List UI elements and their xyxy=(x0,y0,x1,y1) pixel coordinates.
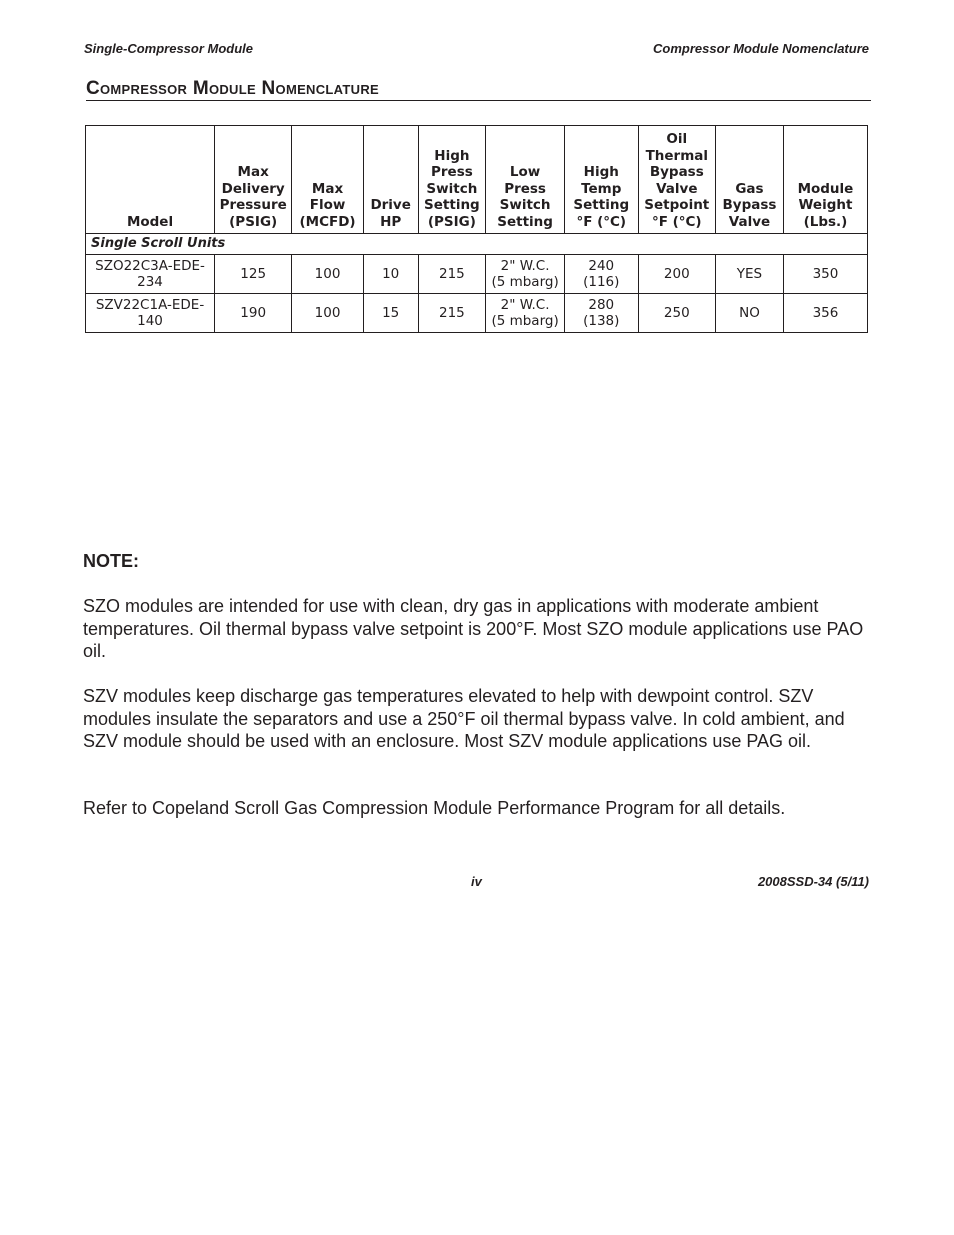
cell-line: (5 mbarg) xyxy=(491,274,559,290)
table-header-row xyxy=(86,126,868,234)
table-cell: 350 xyxy=(783,255,867,294)
cell-line: 240 xyxy=(588,257,615,274)
table-cell: 100 xyxy=(292,294,363,333)
nomenclature-table xyxy=(85,125,868,333)
table-cell: NO xyxy=(716,294,784,333)
cell-line: 280 xyxy=(588,296,615,313)
page-number: iv xyxy=(471,874,482,889)
running-header-right: Compressor Module Nomenclature xyxy=(653,41,869,56)
column-header-line: Max xyxy=(237,164,269,180)
table-cell: 215 xyxy=(418,294,486,333)
table-cell xyxy=(564,294,638,333)
cell-line: (116) xyxy=(583,274,620,290)
column-header-line: °F (°C) xyxy=(651,213,702,230)
table-cell xyxy=(486,255,565,294)
column-header-line: High xyxy=(434,147,470,164)
column-header-line: Setting xyxy=(497,213,553,230)
table-cell xyxy=(564,255,638,294)
column-header-line: (Lbs.) xyxy=(803,213,848,230)
column-header-line: °F (°C) xyxy=(576,213,627,230)
column-header xyxy=(418,126,486,234)
column-header-line: (MCFD) xyxy=(299,213,356,230)
column-header-line: Setting xyxy=(573,197,630,213)
column-header xyxy=(783,126,867,234)
column-header-line: Pressure xyxy=(219,197,287,213)
table-row xyxy=(86,255,868,294)
group-row xyxy=(86,234,868,255)
table-cell: 215 xyxy=(418,255,486,294)
table-cell: 15 xyxy=(363,294,418,333)
table-cell: 125 xyxy=(215,255,292,294)
column-header-line: Drive xyxy=(370,197,411,213)
model-cell: SZO22C3A-EDE-234 xyxy=(86,255,215,294)
table-cell: 356 xyxy=(783,294,867,333)
column-header-line: Press xyxy=(504,180,546,197)
cell-line: (138) xyxy=(583,313,620,329)
column-header xyxy=(564,126,638,234)
column-header-line: HP xyxy=(380,213,402,230)
column-header-line: Valve xyxy=(656,180,698,197)
group-label: Single Scroll Units xyxy=(86,234,868,255)
cell-line: (5 mbarg) xyxy=(491,313,559,329)
table-body xyxy=(86,234,868,333)
column-header-line: Bypass xyxy=(722,197,777,213)
running-header-left: Single-Compressor Module xyxy=(84,41,254,56)
document-id: 2008SSD-34 (5/11) xyxy=(757,874,869,889)
column-header-line: Model xyxy=(126,213,174,230)
column-header-line: Weight xyxy=(798,197,853,213)
cell-line: 2" W.C. xyxy=(500,257,550,274)
column-header-line: Oil xyxy=(666,131,688,147)
column-header-line: (PSIG) xyxy=(229,213,278,230)
column-header-line: Press xyxy=(430,164,473,180)
column-header-line: Valve xyxy=(728,213,771,230)
column-header-line: Module xyxy=(797,180,854,197)
column-header-line: (PSIG) xyxy=(427,213,476,230)
column-header-line: Max xyxy=(311,180,344,197)
table-cell: 100 xyxy=(292,255,363,294)
column-header xyxy=(363,126,418,234)
column-header-line: Temp xyxy=(581,180,622,197)
cell-line: 2" W.C. xyxy=(500,296,550,313)
table-cell: YES xyxy=(716,255,784,294)
table-cell: 190 xyxy=(215,294,292,333)
column-header-line: Bypass xyxy=(649,164,704,180)
column-header-line: Switch xyxy=(426,180,478,197)
column-header-line: Gas xyxy=(735,180,764,197)
table-cell xyxy=(486,294,565,333)
column-header-line: Low xyxy=(509,164,541,180)
column-header xyxy=(292,126,363,234)
table-cell: 200 xyxy=(638,255,715,294)
column-header-line: Setting xyxy=(424,197,480,213)
column-header xyxy=(86,126,215,234)
note-paragraph-3: Refer to Copeland Scroll Gas Compression Module Performance Program for all details. xyxy=(83,798,786,818)
table-row xyxy=(86,294,868,333)
column-header-line: Flow xyxy=(309,197,346,213)
note-heading: NOTE: xyxy=(83,551,139,571)
column-header-line: Thermal xyxy=(645,147,708,164)
table-cell: 250 xyxy=(638,294,715,333)
section-title: Compressor Module Nomenclature xyxy=(86,78,871,101)
column-header-line: Switch xyxy=(499,197,551,213)
column-header-line: Delivery xyxy=(221,180,285,197)
note-paragraph-1: SZO modules are intended for use with clean, dry gas in applications with moderate ambient temperatures. Oil thermal bypass valve setpoint is 200°F. Most SZO module applications use PAO oil. xyxy=(83,596,864,661)
column-header xyxy=(215,126,292,234)
column-header xyxy=(638,126,715,234)
column-header-line: Setpoint xyxy=(644,197,710,213)
table-cell: 10 xyxy=(363,255,418,294)
column-header xyxy=(716,126,784,234)
note-paragraph-2: SZV modules keep discharge gas temperatures elevated to help with dewpoint control. SZV modules insulate the separators and use a 250°F oil thermal bypass valve. In cold ambient, and SZV module should be used with an enclosure. Most SZV module applications use PAG oil. xyxy=(83,686,845,751)
column-header-line: High xyxy=(583,164,619,180)
column-header xyxy=(486,126,565,234)
model-cell: SZV22C1A-EDE-140 xyxy=(86,294,215,333)
